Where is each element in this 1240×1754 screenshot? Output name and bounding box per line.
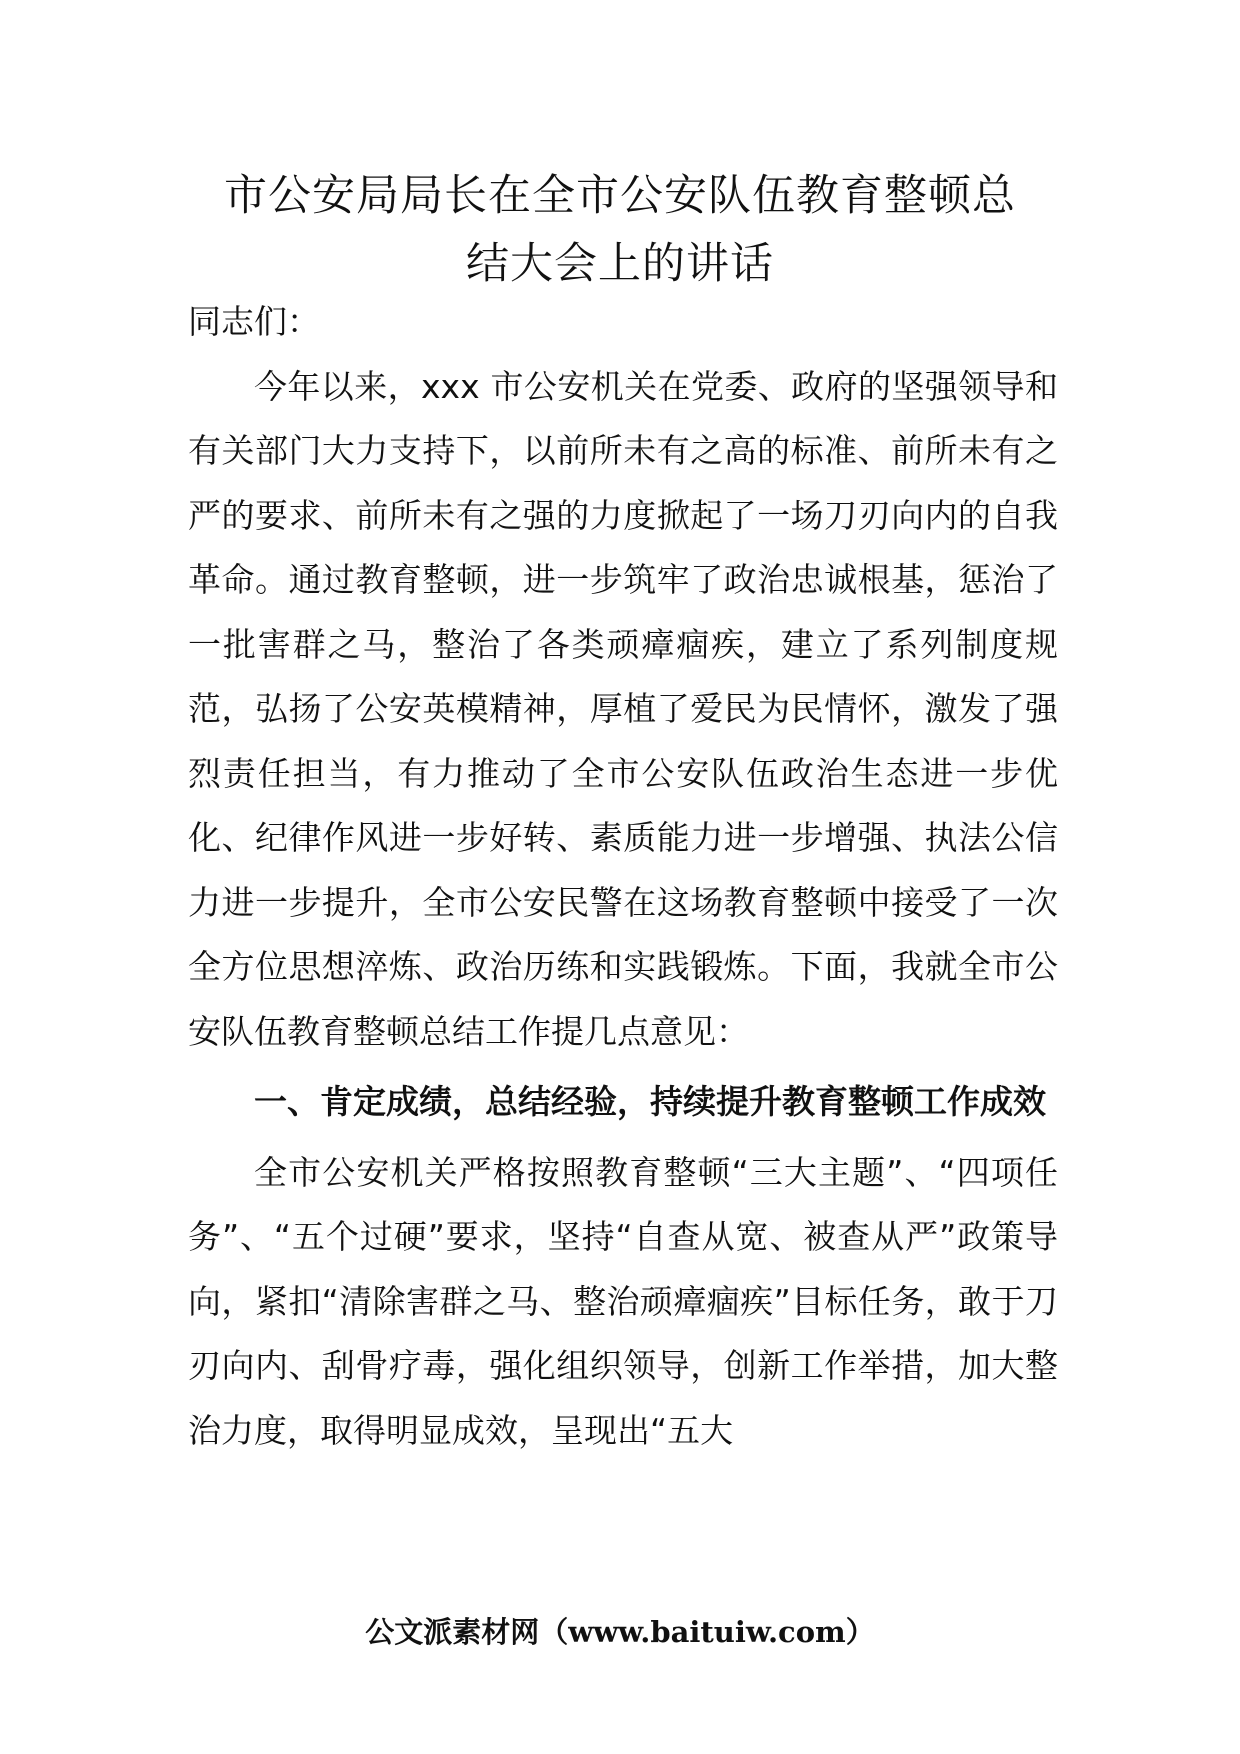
salutation: 同志们： bbox=[188, 302, 320, 341]
document-title bbox=[185, 162, 1055, 298]
document-body bbox=[188, 290, 1058, 1463]
section-heading-1: 一、肯定成绩，总结经验，持续提升教育整顿工作成效 bbox=[254, 1082, 1046, 1121]
paragraph-intro: 今年以来，xxx 市公安机关在党委、政府的坚强领导和有关部门大力支持下，以前所未有之高的标准、前所未有之严的要求、前所未有之强的力度掀起了一场刀刃向内的自我革命。通过教育整顿，进一步筑牢了政治忠诚根基，惩治了一批害群之马，整治了各类顽瘴痼疾，建立了系列制度规范，弘扬了公安英模精神，厚植了爱民为民情怀，激发了强烈责任担当，有力推动了全市公安队伍政治生态进一步优化、纪律作风进一步好转、素质能力进一步增强、执法公信力进一步提升，全市公安民警在这场教育整顿中接受了一次全方位思想淬炼、政治历练和实践锻炼。下面，我就全市公安队伍教育整顿总结工作提几点意见： bbox=[188, 366, 1058, 1051]
title-line-2: 结大会上的讲话 bbox=[466, 239, 774, 289]
paragraph-section-1: 全市公安机关严格按照教育整顿“三大主题”、“四项任务”、“五个过硬”要求，坚持“自查从宽、被查从严”政策导向，紧扣“清除害群之马、整治顽瘴痼疾”目标任务，敢于刀刃向内、刮骨疗毒，强化组织领导，创新工作举措，加大整治力度，取得明显成效，呈现出“五大 bbox=[188, 1152, 1058, 1450]
title-line-1: 市公安局局长在全市公安队伍教育整顿总 bbox=[224, 171, 1016, 221]
footer-watermark: 公文派素材网（www.baituiw.com） bbox=[365, 1615, 875, 1649]
